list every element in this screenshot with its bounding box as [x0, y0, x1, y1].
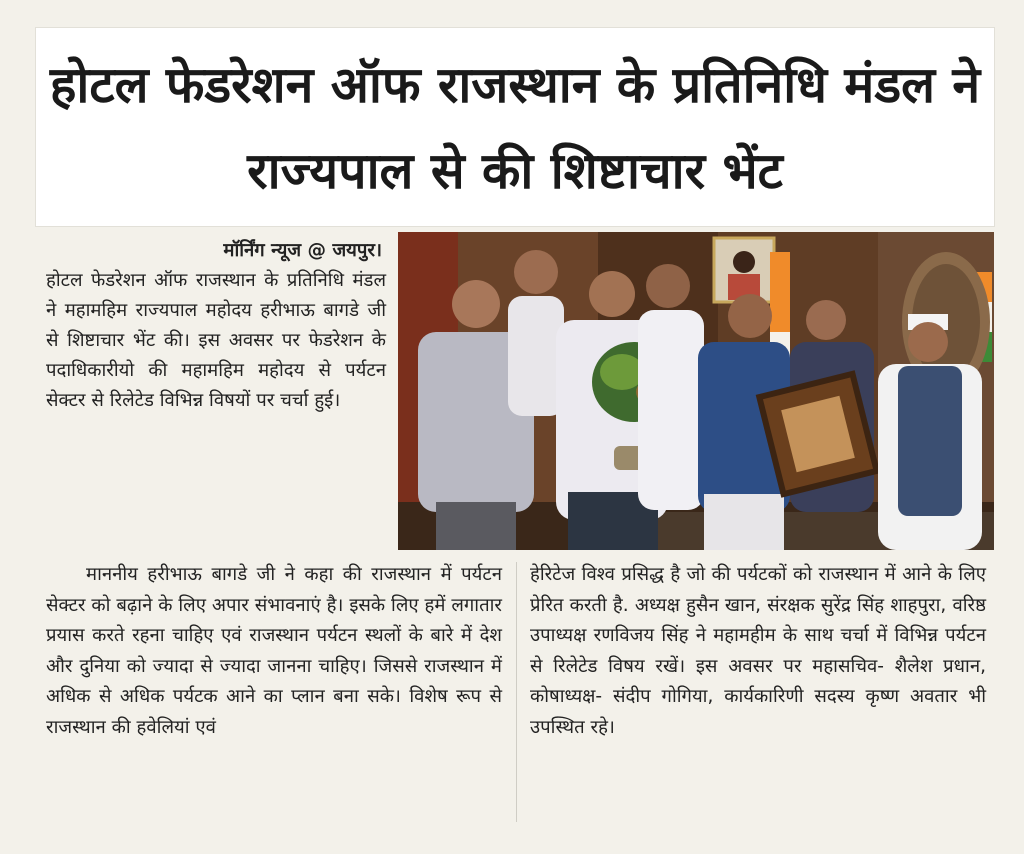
- column-divider: [516, 562, 517, 822]
- paragraph-attendees: हेरिटेज विश्व प्रसिद्ध है जो की पर्यटकों को राजस्थान में आने के लिए प्रेरित करती है. अध्यक्ष हुसैन खान, संरक्षक सुरेंद्र सिंह शाहपुरा, वरिष्ठ उपाध्यक्ष रणविजय सिंह ने महामहीम के साथ चर्चा में विभिन्न पर्यटन से रिलेटेड विषय रखें। इस अवसर पर महासचिव- शैलेश प्रधान, कोषाध्यक्ष- संदीप गोगिया, कार्यकारिणी सदस्य कृष्ण अवतार भी उपस्थित रहे।: [530, 564, 986, 738]
- paragraph-intro: होटल फेडरेशन ऑफ राजस्थान के प्रतिनिधि मंडल ने महामहिम राज्यपाल महोदय हरीभाऊ बागडे जी से शिष्टाचार भेंट की। इस अवसर पर फेडरेशन के पदाधिकारीयो की महामहिम महोदय से पर्यटन सेक्टर से रिलेटेड विभिन्न विषयों पर चर्चा हुई।: [46, 270, 386, 411]
- news-photo: [398, 232, 994, 550]
- headline-box: [36, 28, 994, 226]
- article-column-bottom-right: [530, 560, 986, 743]
- article-column-bottom-left: [46, 560, 502, 743]
- photo-illustration: [398, 232, 994, 550]
- paragraph-quote: माननीय हरीभाऊ बागडे जी ने कहा की राजस्थान में पर्यटन सेक्टर को बढ़ाने के लिए अपार संभावनाएं है। इसके लिए हमें लगातार प्रयास करते रहना चाहिए एवं राजस्थान पर्यटन स्थलों के बारे में देश और दुनिया को ज्यादा से ज्यादा जानना चाहिए। जिससे राजस्थान में अधिक से अधिक पर्यटक आने का प्लान बना सके। विशेष रूप से राजस्थान की हवेलियां एवं: [46, 564, 502, 738]
- article-column-left: [46, 236, 386, 416]
- headline: होटल फेडरेशन ऑफ राजस्थान के प्रतिनिधि मंडल ने राज्यपाल से की शिष्टाचार भेंट: [49, 56, 981, 200]
- dateline: मॉर्निंग न्यूज @ जयपुर।: [223, 240, 382, 261]
